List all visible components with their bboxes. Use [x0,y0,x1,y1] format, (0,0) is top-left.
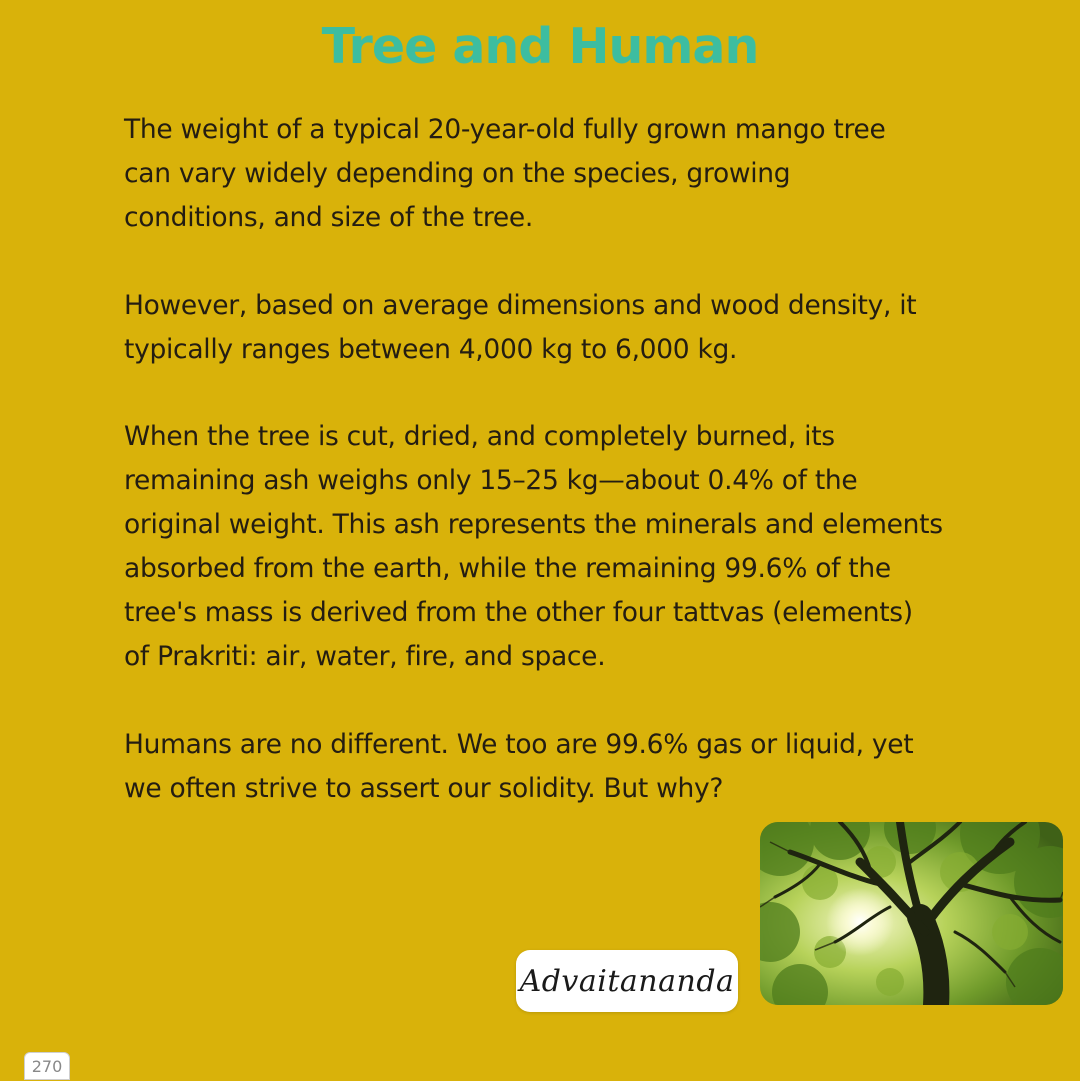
text-line: we often strive to assert our solidity. But why? [124,772,724,804]
paragraph-weight-range [124,284,1014,372]
page-title: Tree and Human [321,18,759,75]
text-line: The weight of a typical 20-year-old fully grown mango tree [124,114,886,145]
tree-image [760,822,1063,1005]
text-line: can vary widely depending on the species, growing [124,157,791,189]
tree-photo [760,822,1063,1005]
paragraph-humans [124,723,1014,811]
text-line: absorbed from the earth, while the remaining 99.6% of the [124,553,891,585]
text-line: remaining ash weighs only 15–25 kg—about 0.4% of the [124,465,858,497]
article-body [124,108,1014,810]
text-line: tree's mass is derived from the other four tattvas (elements) [124,596,913,628]
paragraph-tree-weight [124,108,1014,240]
text-line: typically ranges between 4,000 kg to 6,000 kg. [124,333,738,365]
paragraph-ash [124,415,1014,678]
page-number: 270 [24,1052,70,1080]
text-line: original weight. This ash represents the minerals and elements [124,509,943,541]
text-line: of Prakriti: air, water, fire, and space. [124,640,606,672]
signature-badge [516,950,738,1012]
text-line: Humans are no different. We too are 99.6% gas or liquid, yet [124,728,914,760]
signature-text: Advaitananda [519,963,735,999]
text-line: However, based on average dimensions and wood density, it [124,289,917,321]
text-line: When the tree is cut, dried, and completely burned, its [124,421,835,453]
text-line: conditions, and size of the tree. [124,201,533,233]
